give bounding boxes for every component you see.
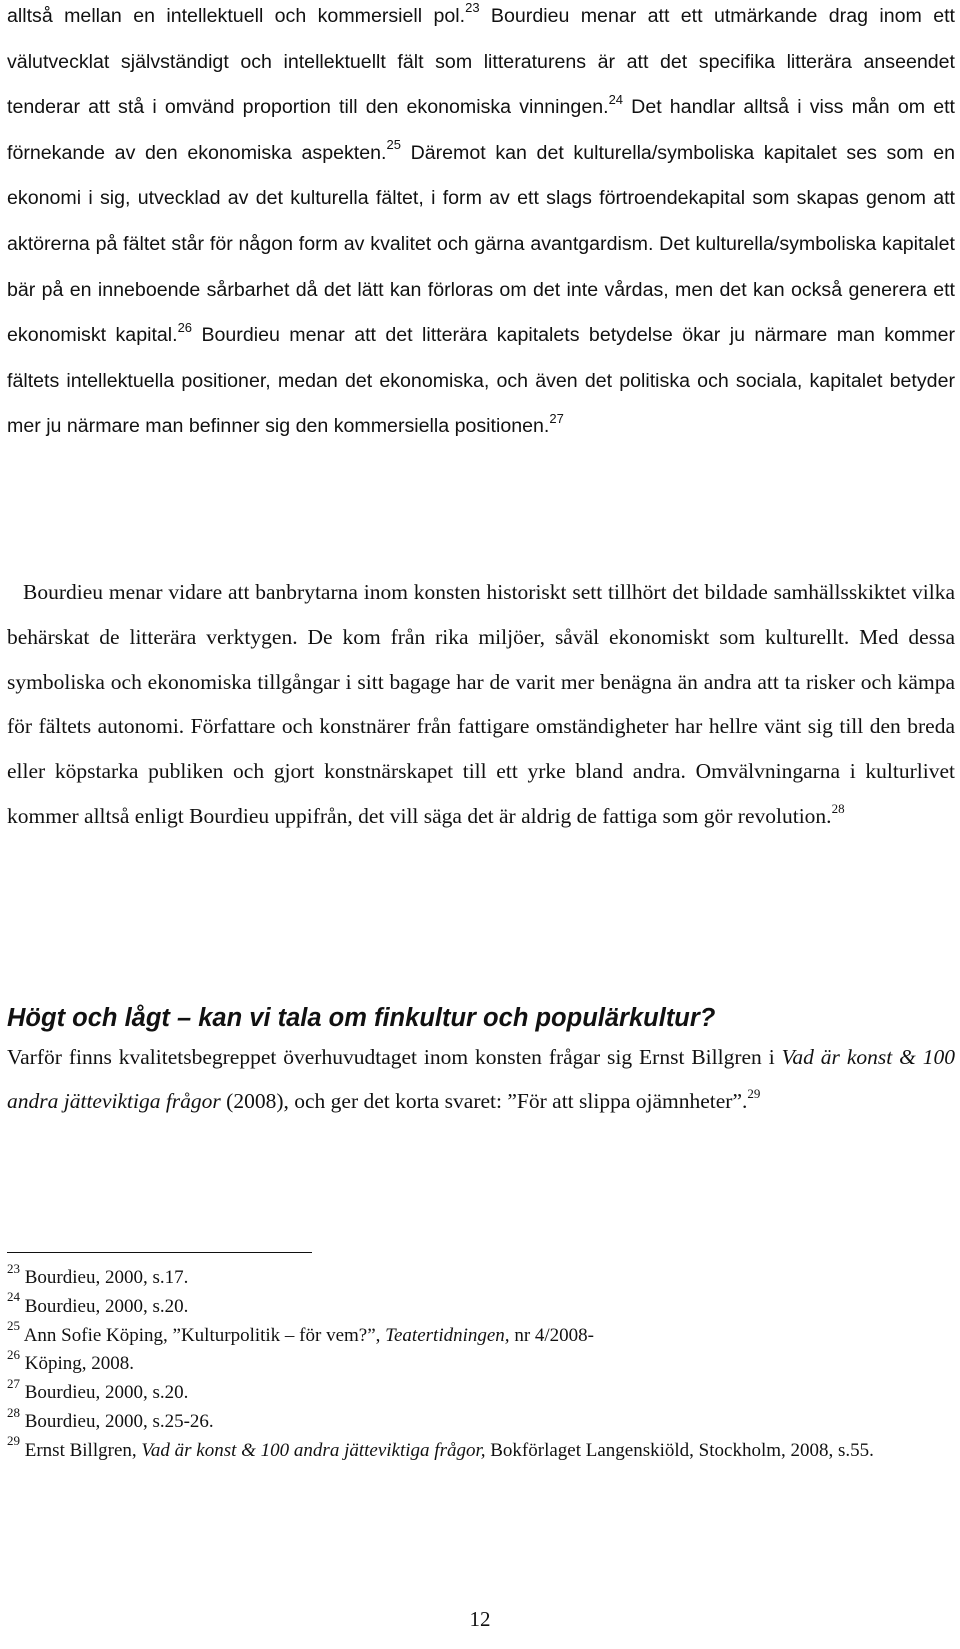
footnote-28 xyxy=(7,1404,955,1437)
footnote-text: Bourdieu, 2000, s.20. xyxy=(20,1382,189,1404)
footnote-number: 28 xyxy=(7,1404,20,1420)
footnote-text: Bourdieu, 2000, s.17. xyxy=(20,1267,189,1288)
footnote-separator xyxy=(7,1252,312,1253)
footnote-24 xyxy=(7,1289,955,1322)
footnote-ref-29: 29 xyxy=(747,1085,761,1101)
sentence: Det handlar alltså i viss mån om ett förnekande av den ekonomiska aspekten. xyxy=(7,96,955,164)
footnote-text: Bokförlaget Langenskiöld, Stockholm, 2008, s.55. xyxy=(485,1439,874,1461)
page-number: 12 xyxy=(469,1607,491,1631)
sentence: alltså mellan en intellektuell och kommersiell pol. xyxy=(7,5,466,27)
sentence: Bourdieu menar vidare att banbrytarna inom konsten historiskt sett tillhört det bildade samhällsskiktet vilka behärskat de litterära verktygen. De kom från rika miljöer, såväl ekonomiskt som kulturellt. Med dessa symboliska och ekonomiska tillgångar i sitt bagage har de varit mer benägna än andra att ta risker och kämpa för fältets autonomi. Författare och konstnärer från fattigare omständigheter har hellre vänt sig till den breda eller köpstarka publiken och gjort konstnärskapet till ett yrke bland andra. Omvälvningarna i kulturlivet kommer alltså enligt Bourdieu uppifrån, det vill säga det är aldrig de fattiga som gör revolution. xyxy=(7,580,955,828)
footnote-number: 23 xyxy=(7,1260,20,1276)
footnote-23 xyxy=(7,1260,955,1293)
sentence: (2008), och ger det korta svaret: ”För att slippa ojämnheter”. xyxy=(220,1089,748,1113)
body-paragraph-3 xyxy=(7,1035,955,1123)
footnote-27 xyxy=(7,1375,955,1408)
sentence: Bourdieu menar att det litterära kapitalets betydelse ökar ju närmare man kommer fältets intellektuella positioner, medan det ekonomiska, och även det politiska och sociala, kapitalet betyder mer ju närmare man befinner sig den kommersiella positionen. xyxy=(7,324,955,438)
sentence: Bourdieu menar att ett utmärkande drag inom ett välutvecklat självständigt och intellektuellt fält som litteraturens är att det specifika litterära anseendet tenderar att stå i omvänd proportion till den ekonomiska vinningen. xyxy=(7,5,955,119)
footnote-25 xyxy=(7,1318,955,1351)
footnote-italic-title: Teatertidningen, xyxy=(385,1324,510,1346)
body-paragraph-1 xyxy=(7,0,955,450)
footnote-ref-27: 27 xyxy=(549,410,564,426)
footnote-number: 27 xyxy=(7,1375,20,1391)
sentence: Varför finns kvalitetsbegreppet överhuvudtaget inom konsten frågar sig Ernst Billgren i xyxy=(7,1045,782,1069)
footnote-ref-25: 25 xyxy=(386,137,401,153)
footnote-29 xyxy=(7,1433,955,1466)
footnote-number: 26 xyxy=(7,1347,20,1363)
footnote-ref-26: 26 xyxy=(177,319,193,335)
footnotes xyxy=(7,1260,955,1466)
footnote-ref-24: 24 xyxy=(608,91,624,107)
body-paragraph-2 xyxy=(7,570,955,839)
footnote-number: 29 xyxy=(7,1433,20,1449)
footnote-italic-title: Vad är konst & 100 andra jätteviktiga frågor, xyxy=(141,1439,486,1461)
footnote-text: nr 4/2008- xyxy=(509,1324,594,1346)
footnote-text: Bourdieu, 2000, s.25-26. xyxy=(20,1410,214,1432)
footnote-text: Bourdieu, 2000, s.20. xyxy=(20,1295,189,1317)
footnote-ref-28: 28 xyxy=(831,800,845,816)
footnote-text: Ann Sofie Köping, ”Kulturpolitik – för vem?”, xyxy=(20,1324,386,1346)
footnote-26 xyxy=(7,1347,955,1379)
sentence: Däremot kan det kulturella/symboliska kapitalet ses som en ekonomi i sig, utvecklad av det kulturella fältet, i form av ett slags förtroendekapital som skapas genom att aktörerna på fältet står för någon form av kvalitet och gärna avantgardism. Det kulturella/symboliska kapitalet bär på en inneboende sårbarhet då det lätt kan förloras om det inte vårdas, men det kan också generera ett ekonomiskt kapital. xyxy=(7,141,955,347)
footnote-text: Ernst Billgren, xyxy=(20,1439,142,1461)
section-heading: Högt och lågt – kan vi tala om finkultur och populärkultur? xyxy=(7,1004,716,1032)
book-title: Vad är konst & 100 andra jätteviktiga frågor xyxy=(7,1045,956,1113)
footnote-number: 25 xyxy=(7,1318,20,1334)
footnote-number: 24 xyxy=(7,1289,20,1305)
footnote-ref-23: 23 xyxy=(465,0,480,16)
footnote-text: Köping, 2008. xyxy=(20,1353,134,1375)
